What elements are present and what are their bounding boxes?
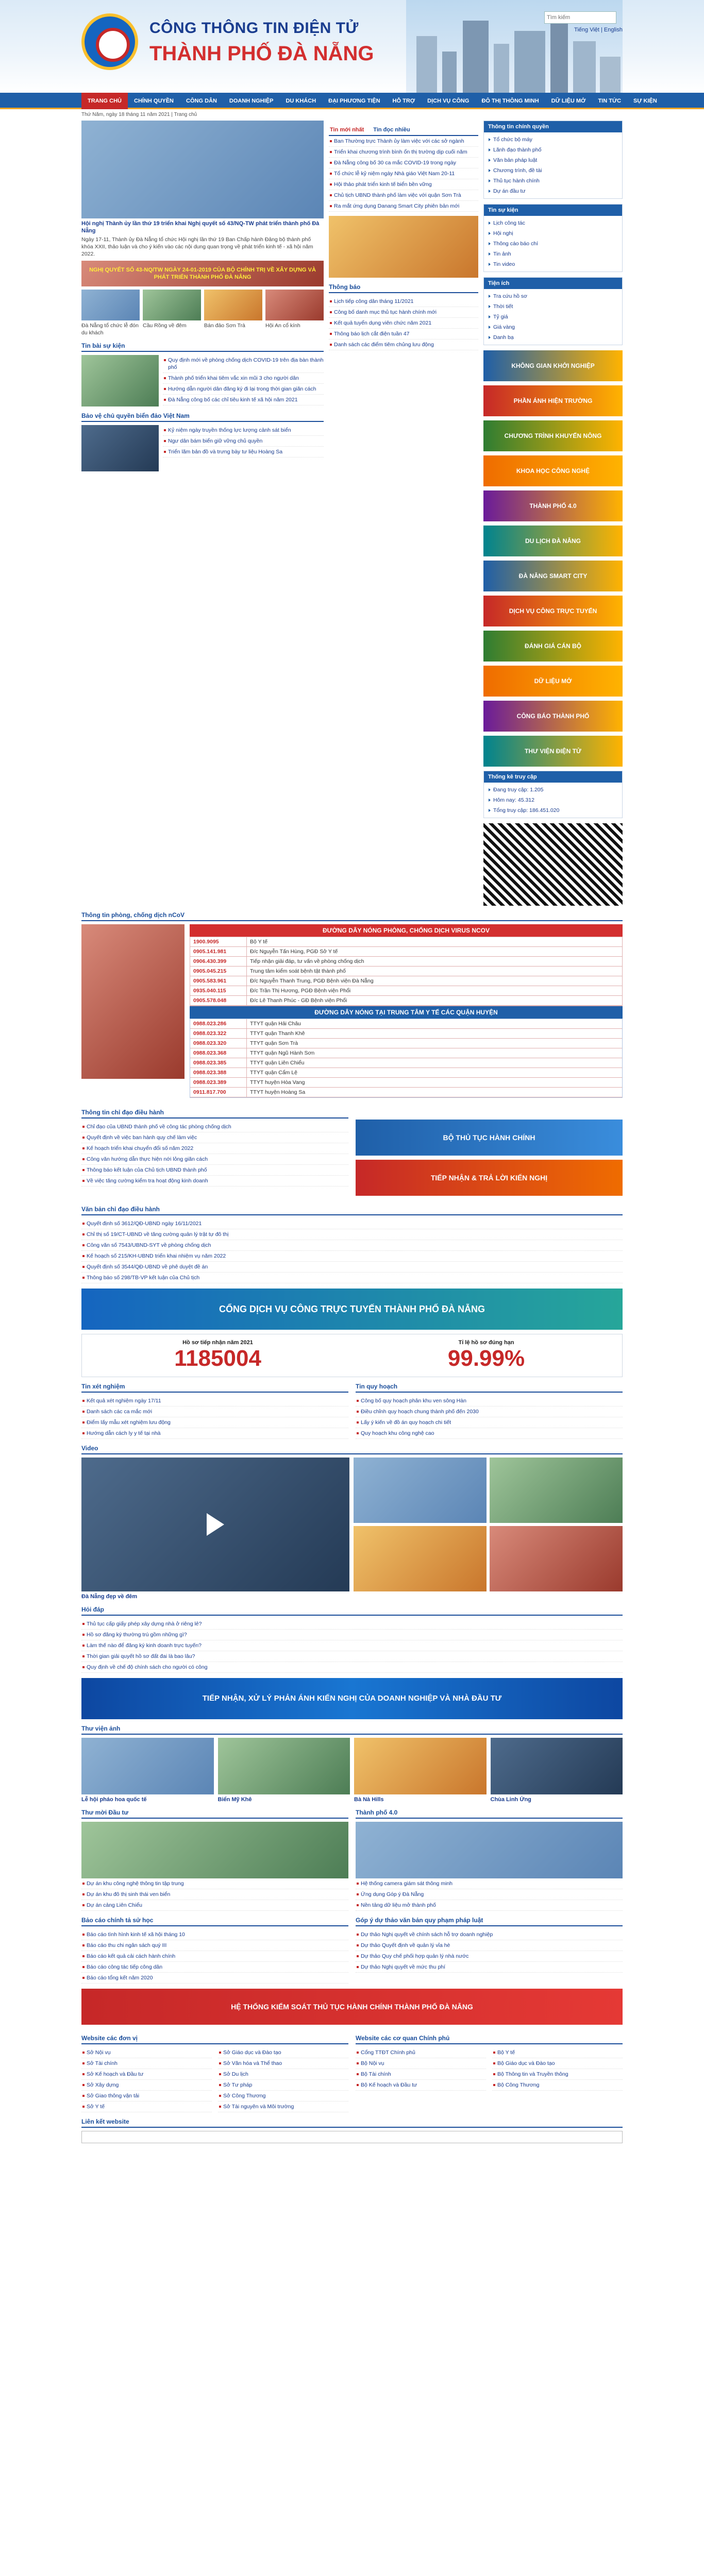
sidebar-banner-label: DỊCH VỤ CÔNG TRỰC TUYẾN bbox=[509, 607, 597, 615]
list-item[interactable]: Kết quả xét nghiệm ngày 17/11 bbox=[81, 1396, 348, 1406]
sidebar-link[interactable]: Thủ tục hành chính bbox=[488, 176, 618, 186]
section-title: Website các cơ quan Chính phủ bbox=[356, 2033, 623, 2044]
nav-item[interactable]: TIN TỨC bbox=[598, 98, 622, 104]
slide-image[interactable] bbox=[81, 290, 140, 320]
list-item[interactable]: Chủ tịch UBND thành phố làm việc với quận Sơn Trà bbox=[329, 190, 478, 201]
sidebar-box bbox=[483, 277, 623, 345]
sidebar-banner[interactable] bbox=[483, 701, 623, 732]
list-item[interactable]: Bộ Kế hoạch và Đầu tư bbox=[356, 2080, 486, 2091]
nav-item[interactable]: DỊCH VỤ CÔNG bbox=[427, 98, 470, 104]
list-item[interactable]: Đà Nẵng công bố 30 ca mắc COVID-19 trong ngày bbox=[329, 158, 478, 168]
list-item[interactable]: Thông báo lịch cắt điện tuần 47 bbox=[329, 329, 478, 340]
list-item[interactable]: Công văn hướng dẫn thực hiện nới lỏng giãn cách bbox=[81, 1154, 348, 1165]
list-item[interactable]: Lịch tiếp công dân tháng 11/2021 bbox=[329, 296, 478, 307]
right-sidebar bbox=[483, 121, 623, 906]
section-title: Tin bài sự kiện bbox=[81, 341, 324, 352]
list-item[interactable]: Báo cáo thu chi ngân sách quý III bbox=[81, 1940, 348, 1951]
list-item[interactable]: Quy định mới về phòng chống dịch COVID-19 trên địa bàn thành phố bbox=[163, 355, 324, 373]
gallery-item[interactable] bbox=[491, 1738, 623, 1803]
list-item[interactable]: Danh sách các điểm tiêm chủng lưu động bbox=[329, 340, 478, 350]
photo-slider bbox=[81, 290, 324, 336]
sidebar-banner-label: THÀNH PHỐ 4.0 bbox=[529, 502, 577, 510]
stat-left-value: 1185004 bbox=[174, 1346, 261, 1371]
public-service-banner[interactable] bbox=[81, 1289, 623, 1330]
event-image[interactable] bbox=[81, 355, 159, 406]
sidebar-box-title: Tin sự kiện bbox=[484, 205, 622, 216]
nav-item[interactable]: TRANG CHỦ bbox=[81, 93, 128, 109]
section-title: Video bbox=[81, 1443, 623, 1454]
hotline-number[interactable]: 0988.023.389 bbox=[190, 1078, 247, 1087]
hotline-label: Đ/c Trần Thị Hương, PGĐ Bệnh viện Phổi bbox=[250, 988, 351, 994]
list-item[interactable]: Báo cáo kết quả cải cách hành chính bbox=[81, 1951, 348, 1962]
gallery-item[interactable] bbox=[81, 1738, 214, 1803]
slide-caption: Bán đảo Sơn Trà bbox=[204, 323, 245, 329]
tiepnhan-banner[interactable] bbox=[81, 1678, 623, 1719]
slide-caption: Hội An cổ kính bbox=[265, 323, 300, 329]
gallery-caption: Bà Nà Hills bbox=[354, 1797, 384, 1803]
gallery-caption: Chùa Linh Ứng bbox=[490, 1797, 531, 1803]
list-item[interactable]: Sở Giáo dục và Đào tạo bbox=[218, 2047, 348, 2058]
list-item[interactable]: Dự án cảng Liên Chiểu bbox=[81, 1900, 348, 1911]
resolution-banner-text: NGHỊ QUYẾT SỐ 43-NQ/TW NGÀY 24-01-2019 CỦA BỘ CHÍNH TRỊ VỀ XÂY DỰNG VÀ PHÁT TRIỂN THÀNH PHỐ ĐÀ NẴNG bbox=[89, 267, 316, 280]
section-title: Tin quy hoạch bbox=[356, 1381, 623, 1393]
sidebar-box bbox=[483, 771, 623, 818]
hotline-row bbox=[190, 967, 622, 976]
news-tab[interactable]: Tin đọc nhiều bbox=[373, 127, 410, 133]
site-title-line2: THÀNH PHỐ ĐÀ NẴNG bbox=[149, 42, 374, 65]
lead-image[interactable] bbox=[81, 121, 324, 218]
sidebar-banner[interactable] bbox=[483, 561, 623, 591]
news-tabs bbox=[329, 125, 478, 136]
video-thumb[interactable] bbox=[354, 1526, 487, 1591]
sidebar-banner-label: ĐÁNH GIÁ CÁN BỘ bbox=[525, 642, 581, 650]
list-item[interactable]: Triển khai chương trình bình ổn thị trường dịp cuối năm bbox=[329, 147, 478, 158]
hotline-row bbox=[190, 1019, 622, 1029]
list-item[interactable]: Sở Tài chính bbox=[81, 2058, 212, 2069]
hotline-number[interactable]: 0988.023.368 bbox=[190, 1048, 247, 1058]
gallery-image[interactable] bbox=[354, 1738, 487, 1794]
slide-item[interactable] bbox=[81, 290, 140, 336]
hotline-number[interactable]: 0905.578.048 bbox=[190, 996, 247, 1005]
sidebar-link[interactable]: Tin ảnh bbox=[488, 249, 618, 259]
sidebar-banner-label: THƯ VIỆN ĐIỆN TỬ bbox=[525, 748, 581, 755]
main-column bbox=[81, 121, 324, 906]
slide-image[interactable] bbox=[204, 290, 262, 320]
hethong-banner-label: HỆ THỐNG KIỂM SOÁT THỦ TỤC HÀNH CHÍNH THÀNH PHỐ ĐÀ NẴNG bbox=[231, 2003, 473, 2011]
section-title: Bảo cáo chính tả sử học bbox=[81, 1915, 348, 1926]
list-item[interactable]: Sở Công Thương bbox=[218, 2091, 348, 2102]
list-item[interactable]: Quyết định số 3544/QĐ-UBND về phê duyệt đề án bbox=[81, 1262, 623, 1273]
sidebar-link[interactable]: Tra cứu hồ sơ bbox=[488, 291, 618, 301]
hotline-label: TTYT quận Thanh Khê bbox=[250, 1030, 305, 1037]
hotline-number[interactable]: 0988.023.385 bbox=[190, 1058, 247, 1067]
hotline-label: Tiếp nhận giải đáp, tư vấn về phòng chống dịch bbox=[250, 958, 364, 964]
smart-image[interactable] bbox=[356, 1822, 623, 1878]
stat-right-label: Tỉ lệ hồ sơ đúng hạn bbox=[458, 1340, 514, 1346]
list-item[interactable]: Bộ Công Thương bbox=[492, 2080, 623, 2091]
stat-line[interactable]: Đang truy cập: 1.205 bbox=[488, 785, 618, 795]
section-title: Thông tin phòng, chống dịch nCoV bbox=[81, 910, 623, 921]
sidebar-banner[interactable] bbox=[483, 666, 623, 697]
list-item[interactable]: Hội thảo phát triển kinh tế biển bền vững bbox=[329, 179, 478, 190]
hotline-row bbox=[190, 986, 622, 996]
list-item[interactable]: Dự án khu công nghệ thông tin tập trung bbox=[81, 1878, 348, 1889]
hotline-row bbox=[190, 947, 622, 957]
hotline-row bbox=[190, 1068, 622, 1078]
gallery-item[interactable] bbox=[218, 1738, 350, 1803]
list-item[interactable]: Bộ Thông tin và Truyền thông bbox=[492, 2069, 623, 2080]
feedback-banner-label: TIẾP NHẬN & TRẢ LỜI KIẾN NGHỊ bbox=[430, 1174, 548, 1182]
sidebar-box-title: Tiện ích bbox=[484, 278, 622, 289]
hotline-row bbox=[190, 1029, 622, 1039]
link-select[interactable] bbox=[81, 2131, 623, 2143]
hotline-title-2: ĐƯỜNG DÂY NÓNG TẠI TRUNG TÂM Y TẾ CÁC QUẬN HUYỆN bbox=[190, 1006, 623, 1019]
play-icon[interactable] bbox=[207, 1513, 224, 1536]
list-item[interactable]: Thông báo số 298/TB-VP kết luận của Chủ tịch bbox=[81, 1273, 623, 1283]
list-item[interactable]: Kết quả tuyển dụng viên chức năm 2021 bbox=[329, 318, 478, 329]
hotline-label: Đ/c Nguyễn Thanh Trung, PGĐ Bệnh viện Đà Nẵng bbox=[250, 978, 374, 984]
hotline-title: ĐƯỜNG DÂY NÓNG PHÒNG, CHỐNG DỊCH VIRUS NCOV bbox=[190, 924, 623, 937]
hotline-label: TTYT huyện Hoàng Sa bbox=[250, 1089, 306, 1095]
list-item[interactable]: Ra mắt ứng dụng Danang Smart City phiên bản mới bbox=[329, 201, 478, 212]
news-column bbox=[329, 121, 478, 906]
public-service-banner-label: CỔNG DỊCH VỤ CÔNG TRỰC TUYẾN THÀNH PHỐ ĐÀ NẴNG bbox=[219, 1304, 485, 1314]
sidebar-banner[interactable] bbox=[483, 490, 623, 521]
notice-title: Thông báo bbox=[329, 282, 478, 293]
hotline-label: Bộ Y tế bbox=[250, 939, 268, 945]
list-item[interactable]: Dự thảo Nghị quyết về mức thu phí bbox=[356, 1962, 623, 1973]
list-item[interactable]: Báo cáo tình hình kinh tế xã hội tháng 10 bbox=[81, 1929, 348, 1940]
nav-item[interactable]: ĐẠI PHƯƠNG TIỆN bbox=[328, 98, 380, 104]
resolution-banner[interactable] bbox=[81, 261, 324, 286]
nav-item[interactable]: DOANH NGHIỆP bbox=[229, 98, 274, 104]
hotline-table bbox=[190, 924, 623, 1098]
list-item[interactable]: Kỷ niệm ngày truyền thống lực lượng cảnh sát biển bbox=[163, 425, 324, 436]
nav-item[interactable]: CÔNG DÂN bbox=[186, 98, 217, 104]
hotline-label: TTYT quận Sơn Trà bbox=[250, 1040, 298, 1046]
slide-item[interactable] bbox=[204, 290, 262, 336]
list-item[interactable]: Báo cáo tổng kết năm 2020 bbox=[81, 1973, 348, 1984]
sidebar-banner-label: KHÔNG GIAN KHỞI NGHIỆP bbox=[511, 362, 595, 369]
language-switch[interactable]: Tiếng Việt | English bbox=[574, 27, 623, 33]
list-item[interactable]: Kế hoạch số 215/KH-UBND triển khai nhiệm vụ năm 2022 bbox=[81, 1251, 623, 1262]
list-item[interactable]: Quyết định về việc ban hành quy chế làm việc bbox=[81, 1132, 348, 1143]
hotline-row bbox=[190, 1048, 622, 1058]
hotline-row bbox=[190, 976, 622, 986]
invest-image[interactable] bbox=[81, 1822, 348, 1878]
feedback-banner[interactable] bbox=[356, 1160, 623, 1196]
site-title-line1: CÔNG THÔNG TIN ĐIỆN TỬ bbox=[149, 20, 359, 37]
list-item[interactable]: Chỉ đạo của UBND thành phố về công tác phòng chống dịch bbox=[81, 1122, 348, 1132]
hotline-label: TTYT quận Ngũ Hành Sơn bbox=[250, 1050, 315, 1056]
stat-left-label: Hồ sơ tiếp nhận năm 2021 bbox=[182, 1340, 253, 1346]
list-item[interactable]: Hệ thống camera giám sát thông minh bbox=[356, 1878, 623, 1889]
list-item[interactable]: Sở Nội vụ bbox=[81, 2047, 212, 2058]
list-item[interactable]: Chỉ thị số 19/CT-UBND về tăng cường quản lý trật tự đô thị bbox=[81, 1229, 623, 1240]
hotline-label: TTYT quận Cẩm Lệ bbox=[250, 1070, 298, 1076]
section-title: Góp ý dự thảo văn bản quy phạm pháp luật bbox=[356, 1915, 623, 1926]
news-tab[interactable]: Tin mới nhất bbox=[330, 127, 364, 133]
hotline-label: Đ/c Nguyễn Tấn Hùng, PGĐ Sở Y tế bbox=[250, 948, 338, 955]
sidebar-link[interactable]: Dự án đầu tư bbox=[488, 186, 618, 196]
sidebar-banner-label: CÔNG BÁO THÀNH PHỐ bbox=[516, 713, 590, 720]
sidebar-box bbox=[483, 121, 623, 199]
list-item[interactable]: Ngư dân bám biển giữ vững chủ quyền bbox=[163, 436, 324, 447]
nav-item[interactable]: HỖ TRỢ bbox=[392, 98, 415, 104]
hotline-number[interactable]: 1900.9095 bbox=[190, 937, 247, 946]
list-item[interactable]: Thành phố triển khai tiêm vắc xin mũi 3 cho người dân bbox=[163, 373, 324, 384]
list-item[interactable]: Cổng TTĐT Chính phủ bbox=[356, 2047, 486, 2058]
video-thumb[interactable] bbox=[490, 1458, 623, 1523]
sidebar-banner-label: PHẦN ÁNH HIỆN TRƯỜNG bbox=[513, 397, 593, 404]
list-item[interactable]: Dự thảo Quyết định về quản lý vỉa hè bbox=[356, 1940, 623, 1951]
sidebar-banner-label: DỮ LIỆU MỞ bbox=[534, 677, 572, 685]
list-item[interactable]: Báo cáo công tác tiếp công dân bbox=[81, 1962, 348, 1973]
news-image[interactable] bbox=[329, 216, 478, 278]
list-item[interactable]: Triển lãm bản đồ và trưng bày tư liệu Hoàng Sa bbox=[163, 447, 324, 457]
site-header bbox=[0, 0, 704, 93]
sidebar-banner-label: DU LỊCH ĐÀ NẴNG bbox=[525, 537, 581, 545]
stat-line[interactable]: Hôm nay: 45.312 bbox=[488, 795, 618, 805]
sidebar-banner[interactable] bbox=[483, 385, 623, 416]
list-item[interactable]: Lấy ý kiến về đồ án quy hoạch chi tiết bbox=[356, 1417, 623, 1428]
sidebar-link[interactable]: Hội nghị bbox=[488, 228, 618, 239]
gallery-image[interactable] bbox=[491, 1738, 623, 1794]
list-item[interactable]: Kế hoạch triển khai chuyển đổi số năm 2022 bbox=[81, 1143, 348, 1154]
list-item[interactable]: Hướng dẫn người dân đăng ký đi lại trong thời gian giãn cách bbox=[163, 384, 324, 395]
hotline-number[interactable]: 0935.040.115 bbox=[190, 986, 247, 995]
list-item[interactable]: Sở Xây dựng bbox=[81, 2080, 212, 2091]
list-item[interactable]: Thủ tục cấp giấy phép xây dựng nhà ở riêng lẻ? bbox=[81, 1619, 623, 1630]
nav-item[interactable]: DỮ LIỆU MỞ bbox=[551, 98, 586, 104]
hotline-row bbox=[190, 1039, 622, 1048]
video-thumb[interactable] bbox=[490, 1526, 623, 1591]
hotline-row bbox=[190, 957, 622, 967]
list-item[interactable]: Ứng dụng Góp ý Đà Nẵng bbox=[356, 1889, 623, 1900]
list-item[interactable]: Sở Văn hóa và Thể thao bbox=[218, 2058, 348, 2069]
sidebar-box bbox=[483, 204, 623, 272]
sidebar-link[interactable]: Giá vàng bbox=[488, 322, 618, 332]
section-title: Website các đơn vị bbox=[81, 2033, 348, 2044]
slide-item[interactable] bbox=[143, 290, 201, 336]
list-item[interactable]: Điều chỉnh quy hoạch chung thành phố đến 2030 bbox=[356, 1406, 623, 1417]
sidebar-link[interactable]: Chương trình, đề tài bbox=[488, 165, 618, 176]
video-caption: Đà Nẵng đẹp về đêm bbox=[81, 1594, 138, 1600]
breadcrumb: Thứ Năm, ngày 18 tháng 11 năm 2021 | Trang chủ bbox=[81, 112, 197, 117]
video-player[interactable] bbox=[81, 1458, 349, 1591]
sidebar-banner[interactable] bbox=[483, 736, 623, 767]
city-logo[interactable] bbox=[81, 13, 138, 70]
sidebar-link[interactable]: Lãnh đạo thành phố bbox=[488, 145, 618, 155]
hotline-number[interactable]: 0988.023.286 bbox=[190, 1019, 247, 1028]
tiepnhan-banner-label: TIẾP NHẬN, XỬ LÝ PHẢN ÁNH KIẾN NGHỊ CỦA DOANH NGHIỆP VÀ NHÀ ĐẦU TƯ bbox=[202, 1694, 502, 1703]
sidebar-link[interactable]: Thời tiết bbox=[488, 301, 618, 312]
hotline-row bbox=[190, 1058, 622, 1068]
list-item[interactable]: Thông báo kết luận của Chủ tịch UBND thành phố bbox=[81, 1165, 348, 1176]
list-item[interactable]: Bộ Giáo dục và Đào tạo bbox=[492, 2058, 623, 2069]
gallery-item[interactable] bbox=[354, 1738, 487, 1803]
hotline-number[interactable]: 0905.141.981 bbox=[190, 947, 247, 956]
hotline-number[interactable]: 0911.817.700 bbox=[190, 1088, 247, 1097]
list-item[interactable]: Quy hoạch khu công nghệ cao bbox=[356, 1428, 623, 1439]
gallery-image[interactable] bbox=[218, 1738, 350, 1794]
list-item[interactable]: Hồ sơ đăng ký thường trú gồm những gì? bbox=[81, 1630, 623, 1640]
list-item[interactable]: Sở Tài nguyên và Môi trường bbox=[218, 2102, 348, 2112]
stat-right-value: 99.99% bbox=[447, 1346, 525, 1371]
hotline-row bbox=[190, 1078, 622, 1088]
list-item[interactable]: Sở Du lịch bbox=[218, 2069, 348, 2080]
hotline-number[interactable]: 0988.023.320 bbox=[190, 1039, 247, 1048]
slide-caption: Cầu Rồng về đêm bbox=[143, 323, 187, 329]
section-title: Hỏi đáp bbox=[81, 1604, 623, 1616]
sidebar-box-title: Thông tin chính quyền bbox=[484, 121, 622, 132]
hotline-label: Trung tâm kiểm soát bệnh tật thành phố bbox=[250, 968, 346, 974]
covid-image[interactable] bbox=[81, 924, 185, 1079]
hotline-number[interactable]: 0905.583.961 bbox=[190, 976, 247, 986]
sidebar-link[interactable]: Danh bạ bbox=[488, 332, 618, 343]
list-item[interactable]: Hướng dẫn cách ly y tế tại nhà bbox=[81, 1428, 348, 1439]
sidebar-banner[interactable] bbox=[483, 350, 623, 381]
search-input[interactable] bbox=[544, 11, 616, 24]
sidebar-banner-label: ĐÀ NẴNG SMART CITY bbox=[518, 572, 588, 580]
hotline-label: Đ/c Lê Thanh Phúc - GĐ Bệnh viện Phổi bbox=[250, 997, 347, 1004]
procedure-banner[interactable] bbox=[356, 1120, 623, 1156]
sidebar-box-title: Thống kê truy cập bbox=[484, 771, 622, 783]
section-title: Tin xét nghiệm bbox=[81, 1381, 348, 1393]
sidebar-banner-label: CHƯƠNG TRÌNH KHUYẾN NÔNG bbox=[504, 432, 602, 439]
hotline-label: TTYT quận Liên Chiểu bbox=[250, 1060, 305, 1066]
nav-item[interactable]: ĐÔ THỊ THÔNG MINH bbox=[481, 98, 539, 104]
list-item[interactable]: Danh sách các ca mắc mới bbox=[81, 1406, 348, 1417]
list-item[interactable]: Công bố danh mục thủ tục hành chính mới bbox=[329, 307, 478, 318]
nav-item[interactable]: CHÍNH QUYỀN bbox=[134, 98, 174, 104]
sidebar-link[interactable]: Tỷ giá bbox=[488, 312, 618, 322]
list-item[interactable]: Dự án khu đô thị sinh thái ven biển bbox=[81, 1889, 348, 1900]
sidebar-banner[interactable] bbox=[483, 526, 623, 556]
stat-line[interactable]: Tổng truy cập: 186.451.020 bbox=[488, 805, 618, 816]
hethong-banner[interactable] bbox=[81, 1989, 623, 2025]
sidebar-banner[interactable] bbox=[483, 420, 623, 451]
list-item[interactable]: Tổ chức lễ kỷ niệm ngày Nhà giáo Việt Nam 20-11 bbox=[329, 168, 478, 179]
list-item[interactable]: Dự thảo Quy chế phối hợp quản lý nhà nước bbox=[356, 1951, 623, 1962]
sidebar-banner-label: KHOA HỌC CÔNG NGHỆ bbox=[516, 467, 590, 474]
list-item[interactable]: Bộ Y tế bbox=[492, 2047, 623, 2058]
section-title: Bảo vệ chủ quyền biển đảo Việt Nam bbox=[81, 411, 324, 422]
main-nav bbox=[0, 93, 704, 109]
list-item[interactable]: Nền tảng dữ liệu mở thành phố bbox=[356, 1900, 623, 1911]
section-title: Thư mời Đầu tư bbox=[81, 1807, 348, 1819]
hotline-row bbox=[190, 1088, 622, 1097]
nav-item[interactable]: SỰ KIỆN bbox=[633, 98, 657, 104]
list-item[interactable]: Sở Giao thông vận tải bbox=[81, 2091, 212, 2102]
list-item[interactable]: Sở Tư pháp bbox=[218, 2080, 348, 2091]
hotline-number[interactable]: 0988.023.388 bbox=[190, 1068, 247, 1077]
list-item[interactable]: Điểm lấy mẫu xét nghiệm lưu động bbox=[81, 1417, 348, 1428]
list-item[interactable]: Làm thế nào để đăng ký kinh doanh trực tuyến? bbox=[81, 1640, 623, 1651]
hotline-label: TTYT huyện Hòa Vang bbox=[250, 1079, 305, 1086]
section-title: Thông tin chỉ đạo điều hành bbox=[81, 1107, 348, 1118]
hotline-row bbox=[190, 937, 622, 947]
list-item[interactable]: Công văn số 7543/UBND-SYT về phòng chống dịch bbox=[81, 1240, 623, 1251]
slide-image[interactable] bbox=[265, 290, 324, 320]
nav-item[interactable]: DU KHÁCH bbox=[286, 98, 316, 104]
list-item[interactable]: Ban Thường trực Thành ủy làm việc với các sở ngành bbox=[329, 136, 478, 147]
list-item[interactable]: Bộ Nội vụ bbox=[356, 2058, 486, 2069]
slide-caption: Đà Nẵng tổ chức lễ đón du khách bbox=[81, 323, 139, 336]
slide-item[interactable] bbox=[265, 290, 324, 336]
list-item[interactable]: Bộ Tài chính bbox=[356, 2069, 486, 2080]
video-thumb[interactable] bbox=[354, 1458, 487, 1523]
sidebar-link[interactable]: Lịch công tác bbox=[488, 218, 618, 228]
sidebar-banner[interactable] bbox=[483, 455, 623, 486]
section-title: Văn bản chỉ đạo điều hành bbox=[81, 1204, 623, 1215]
hotline-number[interactable]: 0988.023.322 bbox=[190, 1029, 247, 1038]
lead-summary: Ngày 17-11, Thành ủy Đà Nẵng tổ chức Hội nghị lần thứ 19 Ban Chấp hành Đảng bộ thành phố khóa XXII, thảo luận và cho ý kiến vào các nội dung quan trọng về phát triển kinh tế - xã hội năm 2022. bbox=[81, 236, 313, 257]
gallery-caption: Biển Mỹ Khê bbox=[217, 1797, 252, 1803]
list-item[interactable]: Quyết định số 3612/QĐ-UBND ngày 16/11/2021 bbox=[81, 1218, 623, 1229]
list-item[interactable]: Sở Kế hoạch và Đầu tư bbox=[81, 2069, 212, 2080]
sidebar-banner[interactable] bbox=[483, 631, 623, 662]
hotline-number[interactable]: 0905.045.215 bbox=[190, 967, 247, 976]
lead-title[interactable]: Hội nghị Thành ủy lần thứ 19 triển khai Nghị quyết số 43/NQ-TW phát triển thành phố Đà Nẵng bbox=[81, 221, 320, 234]
gallery-caption: Lễ hội pháo hoa quốc tế bbox=[81, 1797, 147, 1803]
sidebar-link[interactable]: Thông cáo báo chí bbox=[488, 239, 618, 249]
slide-image[interactable] bbox=[143, 290, 201, 320]
section-title: Thư viện ảnh bbox=[81, 1723, 623, 1735]
list-item[interactable]: Dự thảo Nghị quyết về chính sách hỗ trợ doanh nghiệp bbox=[356, 1929, 623, 1940]
sea-image[interactable] bbox=[81, 425, 159, 471]
sidebar-banner[interactable] bbox=[483, 596, 623, 626]
list-item[interactable]: Công bố quy hoạch phân khu ven sông Hàn bbox=[356, 1396, 623, 1406]
qr-code[interactable] bbox=[483, 823, 623, 906]
section-title: Thành phố 4.0 bbox=[356, 1807, 623, 1819]
hotline-row bbox=[190, 996, 622, 1006]
list-item[interactable]: Về việc tăng cường kiểm tra hoạt động kinh doanh bbox=[81, 1176, 348, 1187]
section-title: Liên kết website bbox=[81, 2116, 623, 2128]
list-item[interactable]: Quy định về chế độ chính sách cho người có công bbox=[81, 1662, 623, 1673]
list-item[interactable]: Đà Nẵng công bố các chỉ tiêu kinh tế xã hội năm 2021 bbox=[163, 395, 324, 405]
gallery-image[interactable] bbox=[81, 1738, 214, 1794]
procedure-banner-label: BỘ THỦ TỤC HÀNH CHÍNH bbox=[443, 1133, 535, 1142]
list-item[interactable]: Sở Y tế bbox=[81, 2102, 212, 2112]
hotline-label: TTYT quận Hải Châu bbox=[250, 1021, 301, 1027]
sidebar-link[interactable]: Tổ chức bộ máy bbox=[488, 134, 618, 145]
sidebar-link[interactable]: Tin video bbox=[488, 259, 618, 269]
sidebar-link[interactable]: Văn bản pháp luật bbox=[488, 155, 618, 165]
hotline-number[interactable]: 0906.430.399 bbox=[190, 957, 247, 966]
list-item[interactable]: Thời gian giải quyết hồ sơ đất đai là bao lâu? bbox=[81, 1651, 623, 1662]
